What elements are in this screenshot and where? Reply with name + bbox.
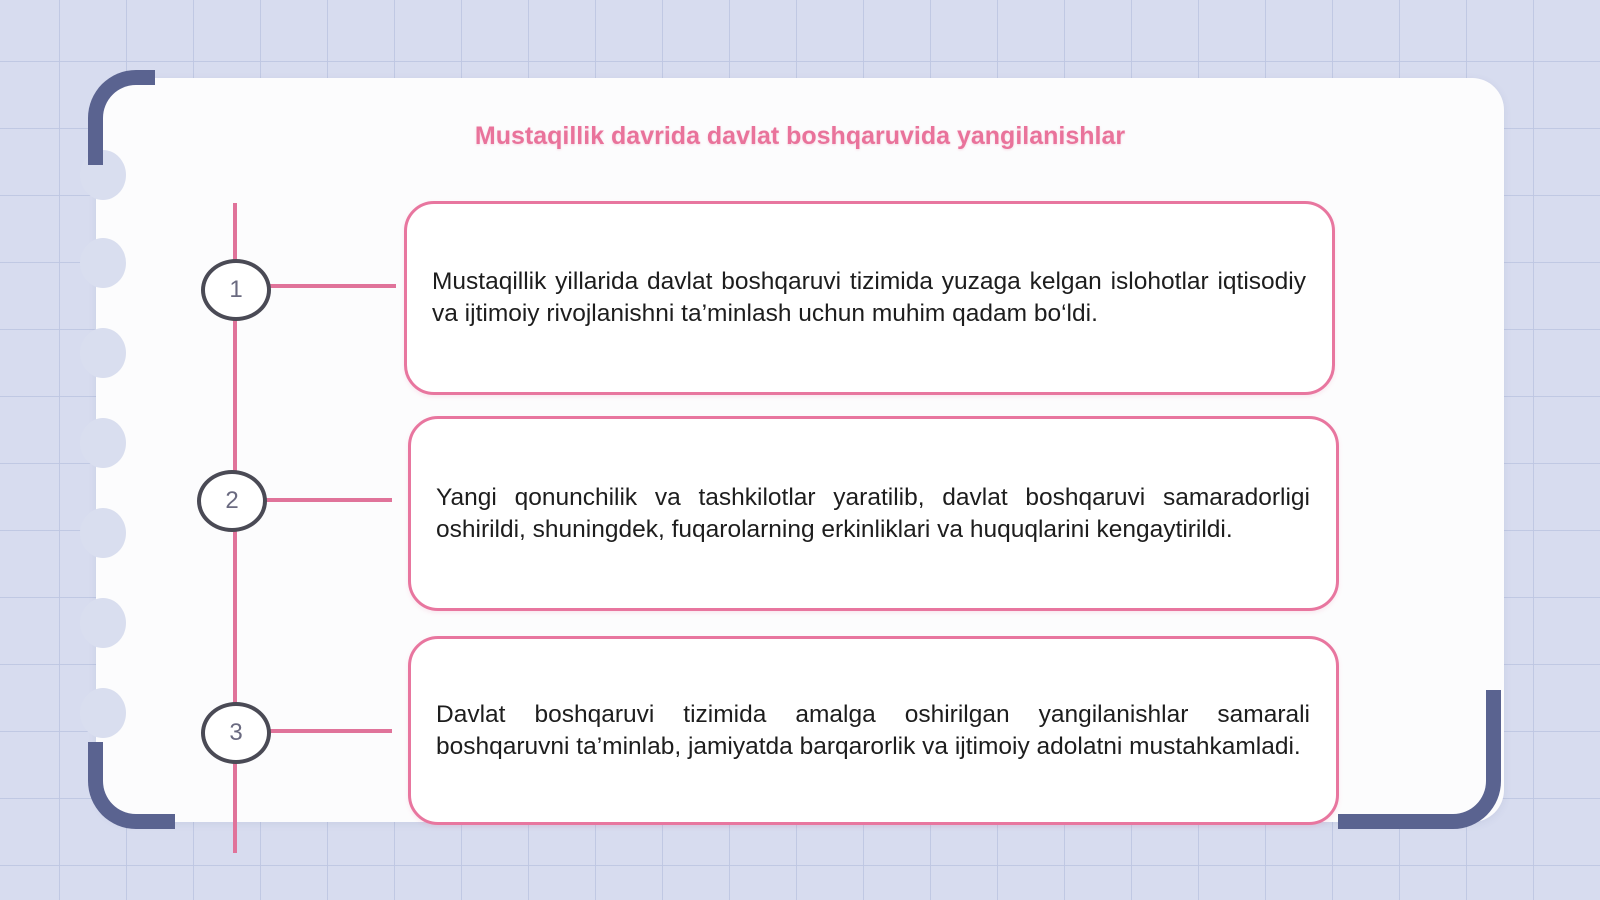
corner-bracket-bottom-left <box>88 742 175 829</box>
timeline-connector <box>266 284 396 288</box>
timeline-connector <box>266 729 392 733</box>
slide-title: Mustaqillik davrida davlat boshqaruvida yangilanishlar <box>474 122 1126 150</box>
step-number-1: 1 <box>201 259 271 321</box>
step-number-3: 3 <box>201 702 271 764</box>
timeline-connector <box>262 498 392 502</box>
timeline-item-box-1 <box>404 201 1335 395</box>
card-edge-notch <box>80 238 126 288</box>
card-edge-notch <box>80 508 126 558</box>
card-edge-notch <box>80 598 126 648</box>
card-edge-notch <box>80 328 126 378</box>
timeline-item-text: Davlat boshqaruvi tizimida amalga oshirilgan yangilanishlar samarali boshqaruvni ta’minlab, jamiyatda barqarorlik va ijtimoiy adolatni mustahkamladi. <box>436 700 1310 760</box>
card-edge-notch <box>80 688 126 738</box>
timeline-item-box-2 <box>408 416 1339 611</box>
corner-bracket-bottom-right <box>1338 690 1501 829</box>
timeline-item-text: Mustaqillik yillarida davlat boshqaruvi tizimida yuzaga kelgan islohotlar iqtisodiy va ijtimoiy rivojlanishni ta’minlash uchun muhim qadam bo‘ldi. <box>432 268 1306 327</box>
card-edge-notch <box>80 418 126 468</box>
step-number-2: 2 <box>197 470 267 532</box>
timeline-item-text: Yangi qonunchilik va tashkilotlar yaratilib, davlat boshqaruvi samaradorligi oshirildi, shuningdek, fuqarolarning erkinliklari va huquqlarini kengaytirildi. <box>436 483 1310 543</box>
timeline-item-box-3 <box>408 636 1339 825</box>
